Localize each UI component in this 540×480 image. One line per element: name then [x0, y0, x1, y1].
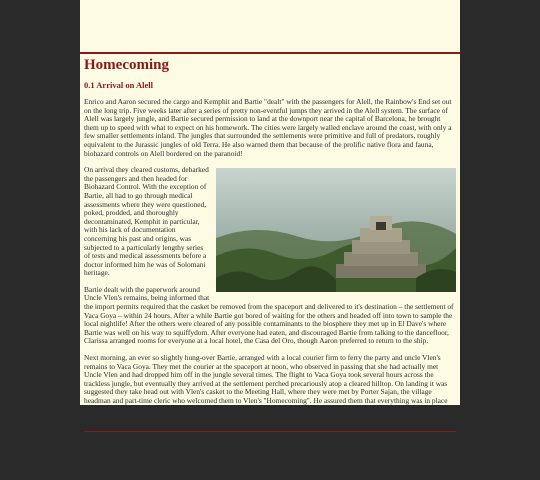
article-body	[84, 56, 456, 480]
section-divider	[84, 431, 456, 432]
paragraph-3: Bartie dealt with the paperwork around Uncle Vlen's remains, being informed that the import permits required that the casket be removed from the spaceport and delivered to it's destination – the settlement of Vaca Goya – within 24 hours. After a while Bartie got bored of waiting for the others and headed off into town to sample the local nightlife! After the others were cleared of any possible contaminants to the biosphere they met up in El Dave's where Bartie was well on his way to squiffydom. After everyone had eaten, and discouraged Bartie from talking to the dancefloor, Clarissa arranged rooms for everyone at a local hotel, the Casa del Oro, though Aaron preferred to return to the ship.	[84, 284, 454, 346]
jungle-ruin-image	[216, 168, 456, 292]
page-title: Homecoming	[84, 57, 169, 73]
header-divider	[80, 52, 460, 54]
paragraph-5: Entering the Meeting Hall, they looked around. Apart from the enthusiastic local who had turned up for the free beer and food, there were several distinct groups of mourners. One set, Bartie immediately recognised as Backetts – his remote cousins. Another group was dominated by a loud-mouthed woman who appeared to be complaining about something – presumably another set of more distant	[84, 436, 442, 472]
paragraph-4: Next morning, an ever so slightly hung-over Bartie, arranged with a local courier firm to ferry the party and uncle Vlen's remains to Vaca Goya. They met the courier at the spaceport at noon, who observed in passing that she had actually met Uncle Vlen and had dropped him off in the jungle several times. The flight to Vaca Goya took several hours across the trackless jungle, but eventually they arrived at the settlement perched precariously atop a cleared hilltop. On landing it was suggested they take head out with Vlen's casket to the Meeting Hall, where they were met by Porter Sajan, the village headman and part-time cleric who welcomed them to Vlen's "Homecoming". He assured them that everything was in place and the mourners had assembled, though he did seem slightly wrong-footed when after he had asked Bartie for Vlen's will, Bartie told him he didn't have it!	[84, 353, 448, 423]
jungle-ruin-illustration	[216, 168, 456, 292]
paragraph-1: Enrico and Aaron secured the cargo and Kemphit and Bartie "dealt" with the passengers for Alell, the Rainbow's End set out on the long trip. Five weeks later after a series of pretty non-eventful jumps they arrived in the Alell system. The surface of Alell was largely jungle, and Bartie secured permission to land at the downport near the capital of Barcelona, he brought them up to speed with what to expect on his homework. The cities were largely walled enclave around the coast, with only a few smaller settlements inland. The jungles that surrounded the settlements were primitive and full of predators, roughly equivalent to the Jurassic jungles of old Terra. He also warned them that because of the prolific native flora and fauna, biohazard controls on Alell bordered on the paranoid!	[84, 97, 452, 158]
section-heading: 0.1 Arrival on Alell	[84, 80, 153, 90]
paragraph-2: On arrival they cleared customs, debarked the passengers and then headed for Biohazard Control. With the exception of Bartie, all had to go through medical assessments where they were questioned, poked, prodded, and thoroughly decontaminated, Kemphit in particular, with his lack of documentation concerning his past and origins, was subjected to a particularly lengthy series of tests and medical assessments before a doctor informed him he was of Solomani heritage.	[84, 165, 209, 278]
